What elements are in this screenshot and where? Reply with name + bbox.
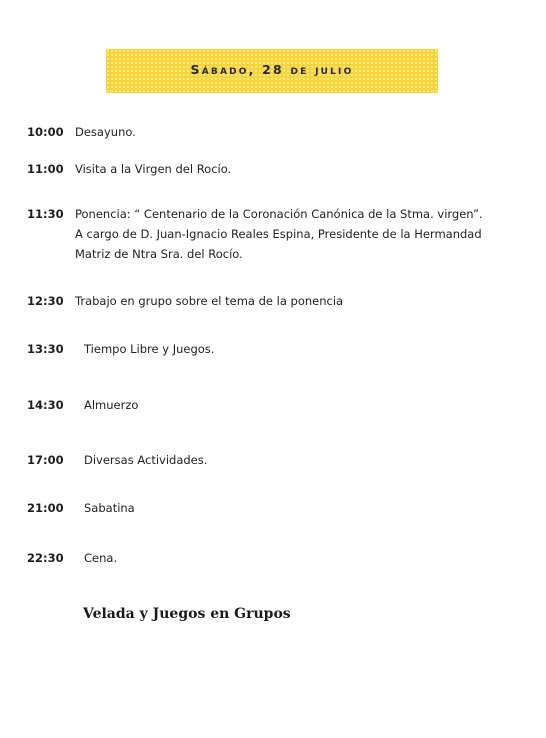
schedule-item-10-00 xyxy=(27,122,527,142)
schedule-item-11-00 xyxy=(27,159,527,179)
schedule-item-21-00 xyxy=(27,498,527,518)
description-line: Almuerzo xyxy=(84,398,139,412)
schedule-time: 11:00 xyxy=(27,162,64,176)
schedule-item-13-30 xyxy=(27,339,527,359)
schedule-description xyxy=(84,548,117,568)
schedule-item-17-00 xyxy=(27,450,527,470)
day-title: Sábado, 28 de julio xyxy=(190,61,354,77)
schedule-description xyxy=(84,395,138,415)
schedule-time: 17:00 xyxy=(27,453,64,467)
description-line: Trabajo en grupo sobre el tema de la ponencia xyxy=(75,294,344,308)
schedule-description xyxy=(75,122,136,142)
closing-activity: Velada y Juegos en Grupos xyxy=(83,606,291,622)
day-banner xyxy=(106,49,438,93)
schedule-description xyxy=(75,204,483,264)
schedule-time: 14:30 xyxy=(27,398,64,412)
schedule-time: 10:00 xyxy=(27,125,64,139)
schedule-description xyxy=(84,339,214,359)
schedule-description xyxy=(84,498,135,518)
description-line: Tiempo Libre y Juegos. xyxy=(84,342,215,356)
description-line: A cargo de D. Juan-Ignacio Reales Espina, Presidente de la Hermandad xyxy=(75,227,482,241)
schedule-description xyxy=(75,291,343,311)
schedule-description xyxy=(84,450,207,470)
description-line: Cena. xyxy=(84,551,118,565)
schedule-item-22-30 xyxy=(27,548,527,568)
schedule-description xyxy=(75,159,231,179)
schedule-time: 21:00 xyxy=(27,501,64,515)
schedule-time: 11:30 xyxy=(27,207,64,221)
schedule-time: 22:30 xyxy=(27,551,64,565)
schedule-time: 13:30 xyxy=(27,342,64,356)
description-line: Sabatina xyxy=(84,501,135,515)
description-line: Visita a la Virgen del Rocío. xyxy=(75,162,232,176)
description-line: Desayuno. xyxy=(75,125,136,139)
description-line: Matriz de Ntra Sra. del Rocío. xyxy=(75,247,243,261)
description-line: Ponencia: “ Centenario de la Coronación Canónica de la Stma. virgen”. xyxy=(75,207,483,221)
description-line: Diversas Actividades. xyxy=(84,453,208,467)
schedule-item-11-30 xyxy=(27,204,527,264)
schedule-item-12-30 xyxy=(27,291,527,311)
schedule-item-14-30 xyxy=(27,395,527,415)
schedule-time: 12:30 xyxy=(27,294,64,308)
